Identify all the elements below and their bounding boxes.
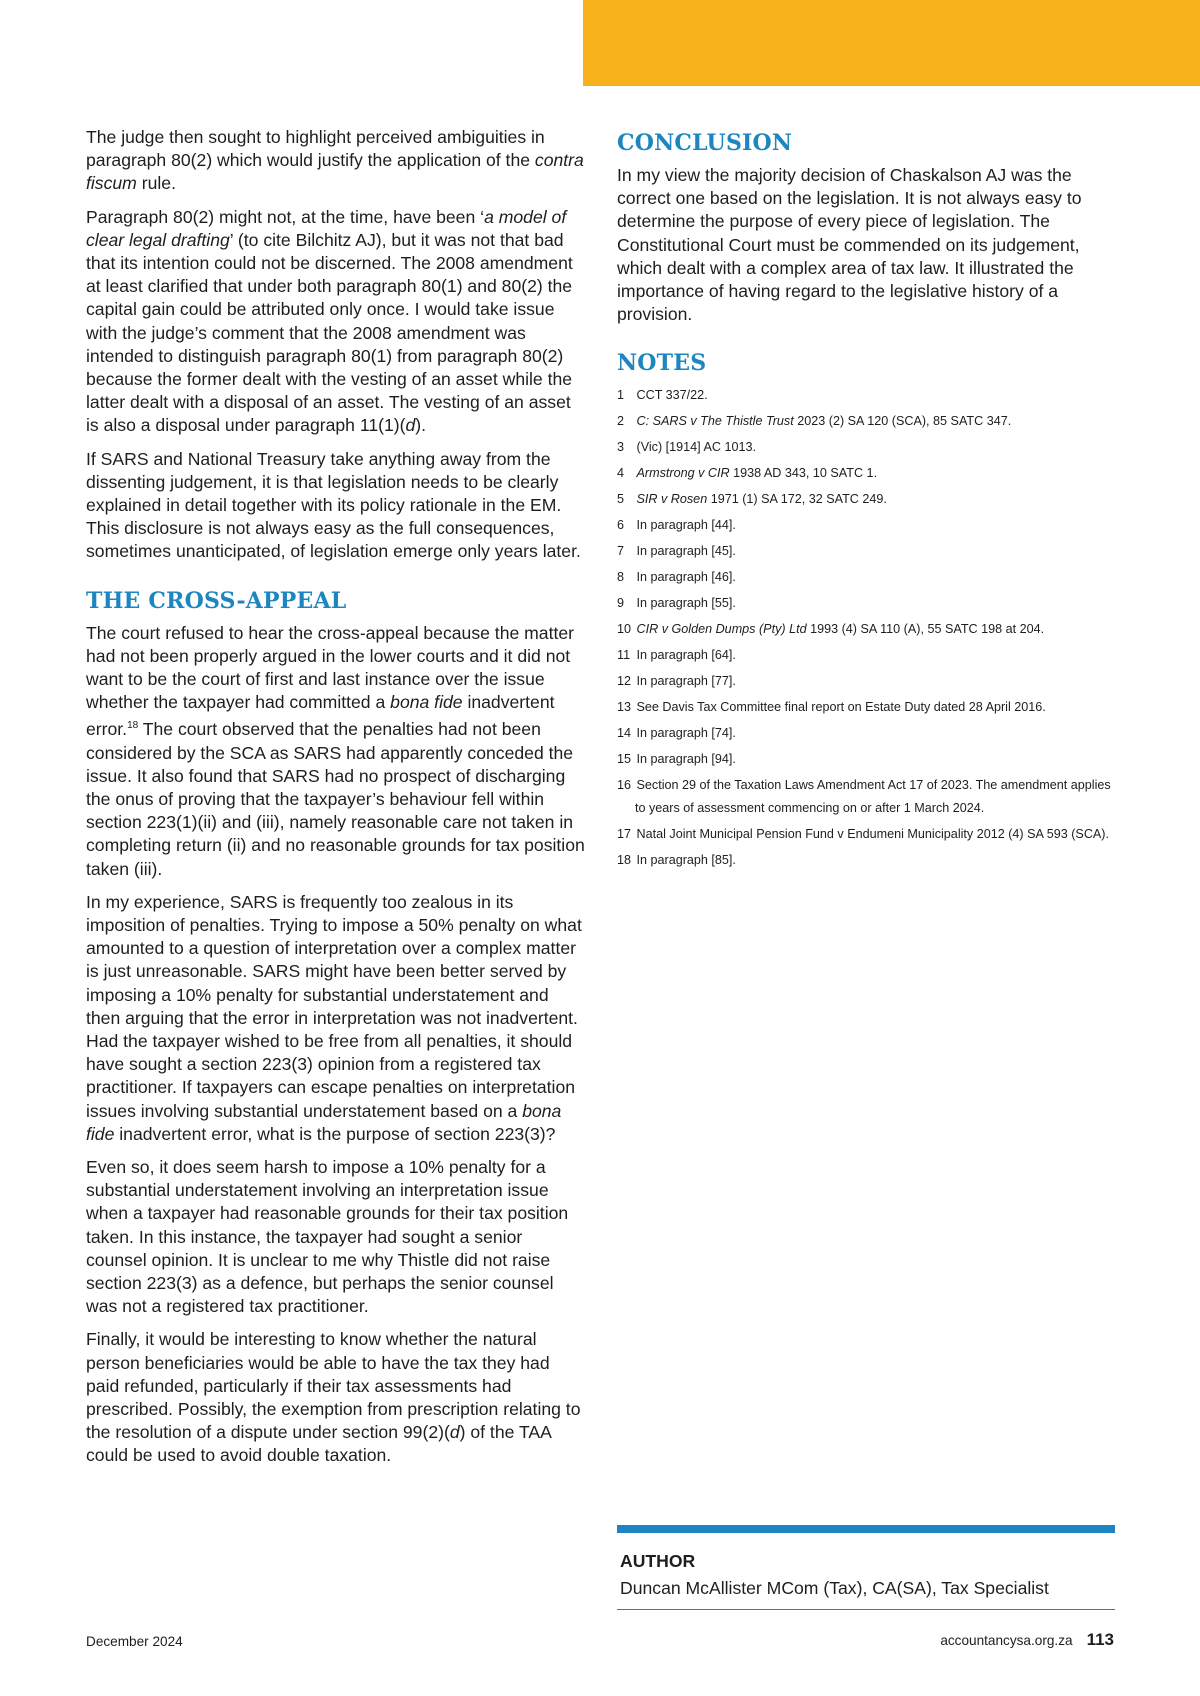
note-number: 11	[617, 648, 631, 663]
note-number: 1	[617, 388, 625, 403]
body-paragraph	[86, 1328, 586, 1467]
text-run: ) of the TAA could be used to avoid double taxation.	[86, 1422, 551, 1466]
note-number: 7	[617, 544, 625, 559]
text-run: In paragraph [94].	[636, 752, 736, 767]
note-number: 13	[617, 700, 632, 715]
text-run: In paragraph [44].	[636, 518, 736, 533]
italic-text: bona fide	[86, 1100, 562, 1144]
cross-appeal-heading: THE CROSS-APPEAL	[86, 587, 347, 614]
italic-text: Armstrong v CIR	[636, 466, 730, 481]
author-label: AUTHOR	[620, 1551, 696, 1571]
body-paragraph	[86, 206, 586, 438]
note-item	[617, 514, 1117, 537]
text-run: 2023 (2) SA 120 (SCA), 85 SATC 347.	[793, 414, 1012, 429]
text-run: ’ (to cite Bilchitz AJ), but it was not that bad that its intention could not be discerned. The 2008 amendment at least clarified that under both paragraph 80(1) and 80(2) the capital gain could be attributed only once. I would take issue with the judge’s comment that the 2008 amendment was intended to distinguish paragraph 80(1) from paragraph 80(2) because the former dealt with the vesting of an asset while the latter dealt with a disposal of an asset. The vesting of an asset is also a disposal under paragraph 11(1)(	[86, 229, 573, 436]
note-number: 18	[617, 853, 632, 868]
note-item	[617, 748, 1117, 771]
note-number: 16	[617, 778, 632, 793]
note-item	[617, 488, 1117, 511]
text-run: Finally, it would be interesting to know whether the natural person beneficiaries would be able to have the tax they had paid refunded, particularly if their tax assessments had prescribed. Possibly, the exemption from prescription relating to the resolution of a dispute under section 99(2)(	[86, 1329, 581, 1443]
text-run: Even so, it does seem harsh to impose a 10% penalty for a substantial understatement involving an interpretation issue when a taxpayer had reasonable grounds for their tax position taken. In this instance, the taxpayer had sought a senior counsel opinion. It is unclear to me why Thistle did not raise section 223(3) as a defence, but perhaps the senior counsel was not a registered tax practitioner.	[86, 1156, 569, 1317]
note-item	[617, 618, 1117, 641]
cross-appeal-paragraphs	[86, 622, 586, 1468]
text-run: In my experience, SARS is frequently too zealous in its imposition of penalties. Trying to impose a 50% penalty on what amounted to a question of interpretation over a complex matter is just unreasonable. SARS might have been better served by imposing a 10% penalty for substantial understatement and then arguing that the error in interpretation was not inadvertent. Had the taxpayer wished to be free from all penalties, it should have sought a section 223(3) opinion from a registered tax practitioner. If taxpayers can escape penalties on interpretation issues involving substantial understatement based on a	[86, 891, 582, 1121]
text-run: In paragraph [85].	[636, 853, 736, 868]
note-item	[617, 849, 1117, 872]
note-item	[617, 644, 1117, 667]
text-run: inadvertent error, what is the purpose of section 223(3)?	[114, 1123, 556, 1144]
body-paragraph	[86, 1156, 586, 1318]
note-number: 8	[617, 570, 625, 585]
text-run: 1993 (4) SA 110 (A), 55 SATC 198 at 204.	[806, 622, 1045, 637]
text-run: (Vic) [1914] AC 1013.	[636, 440, 756, 455]
text-run: In paragraph [64].	[636, 648, 736, 663]
note-item	[617, 670, 1117, 693]
conclusion-paragraph: In my view the majority decision of Chaskalson AJ was the correct one based on the legislation. It is not always easy to determine the purpose of every piece of legislation. The Constitutional Court must be commended on its judgement, which dealt with a complex area of tax law. It illustrated the importance of having regard to the legislative history of a provision.	[617, 165, 1082, 325]
italic-text: SIR v Rosen	[636, 492, 708, 507]
text-run: rule.	[136, 173, 176, 194]
italic-text: a model of clear legal drafting	[86, 206, 567, 250]
text-run: In paragraph [77].	[636, 674, 736, 689]
italic-text: contra fiscum	[86, 150, 584, 194]
note-number: 5	[617, 492, 625, 507]
text-run: 1971 (1) SA 172, 32 SATC 249.	[707, 492, 887, 507]
author-bottom-rule	[617, 1609, 1115, 1610]
italic-text: C: SARS v The Thistle Trust	[636, 414, 794, 429]
body-paragraph	[86, 622, 586, 881]
left-column	[86, 126, 586, 1478]
text-run: See Davis Tax Committee final report on Estate Duty dated 28 April 2016.	[636, 700, 1046, 715]
italic-text: CIR v Golden Dumps (Pty) Ltd	[636, 622, 807, 637]
author-top-rule	[617, 1525, 1115, 1533]
footnote-ref: 18	[127, 720, 139, 732]
text-run: The judge then sought to highlight perceived ambiguities in paragraph 80(2) which would justify the application of the	[86, 127, 545, 171]
text-run: In paragraph [74].	[636, 726, 736, 741]
note-number: 10	[617, 622, 632, 637]
note-number: 15	[617, 752, 632, 767]
note-number: 14	[617, 726, 632, 741]
text-run: ).	[415, 415, 427, 436]
note-item	[617, 823, 1117, 846]
footer-date: December 2024	[86, 1634, 183, 1649]
text-run: In paragraph [45].	[636, 544, 736, 559]
italic-text: d	[449, 1422, 460, 1443]
note-item	[617, 592, 1117, 615]
right-column	[617, 126, 1117, 875]
note-item	[617, 696, 1117, 719]
text-run: inadvertent error.	[86, 692, 555, 740]
note-number: 3	[617, 440, 625, 455]
body-paragraph	[86, 126, 586, 196]
notes-list	[617, 384, 1117, 872]
text-run: Paragraph 80(2) might not, at the time, have been ‘	[86, 206, 485, 227]
text-run: Section 29 of the Taxation Laws Amendment Act 17 of 2023. The amendment applies to years of assessment commencing on or after 1 March 2024.	[635, 778, 1111, 816]
body-paragraph	[86, 891, 586, 1146]
note-number: 4	[617, 466, 625, 481]
text-run: If SARS and National Treasury take anything away from the dissenting judgement, it is that legislation needs to be clearly explained in detail together with its policy rationale in the EM. This disclosure is not always easy as the full consequences, sometimes unanticipated, of legislation emerge only years later.	[86, 448, 581, 562]
text-run: In paragraph [55].	[636, 596, 736, 611]
note-number: 2	[617, 414, 625, 429]
note-number: 12	[617, 674, 632, 689]
author-block	[617, 1525, 1115, 1610]
accent-block	[583, 0, 1200, 86]
note-item	[617, 774, 1117, 820]
note-item	[617, 384, 1117, 407]
body-paragraph	[86, 448, 586, 564]
text-run: The court observed that the penalties had not been considered by the SCA as SARS had apparently conceded the issue. It also found that SARS had no prospect of discharging the onus of proving that the taxpayer’s behaviour fell within section 223(1)(ii) and (iii), namely reasonable care not taken in completing return (ii) and no reasonable grounds for tax position taken (iii).	[86, 719, 585, 879]
text-run: Natal Joint Municipal Pension Fund v Endumeni Municipality 2012 (4) SA 593 (SCA).	[636, 827, 1110, 842]
text-run: The court refused to hear the cross-appeal because the matter had not been properly argued in the lower courts and it did not want to be the court of first and last instance over the issue whether the taxpayer had committed a	[86, 622, 575, 713]
italic-text: bona fide	[390, 692, 463, 713]
intro-paragraphs	[86, 126, 586, 564]
italic-text: d	[405, 415, 416, 436]
note-item	[617, 410, 1117, 433]
author-name: Duncan McAllister MCom (Tax), CA(SA), Tax Specialist	[620, 1578, 1049, 1598]
note-item	[617, 462, 1117, 485]
footer-website: accountancysa.org.za	[940, 1633, 1073, 1648]
note-item	[617, 436, 1117, 459]
notes-heading: NOTES	[617, 350, 707, 377]
note-item	[617, 566, 1117, 589]
note-number: 6	[617, 518, 625, 533]
note-number: 9	[617, 596, 625, 611]
note-number: 17	[617, 827, 632, 842]
text-run: 1938 AD 343, 10 SATC 1.	[729, 466, 878, 481]
page-number: 113	[1086, 1630, 1114, 1649]
note-item	[617, 540, 1117, 563]
conclusion-heading: CONCLUSION	[617, 130, 793, 156]
text-run: In paragraph [46].	[636, 570, 736, 585]
text-run: CCT 337/22.	[636, 388, 708, 403]
footer-right	[940, 1630, 1114, 1650]
note-item	[617, 722, 1117, 745]
